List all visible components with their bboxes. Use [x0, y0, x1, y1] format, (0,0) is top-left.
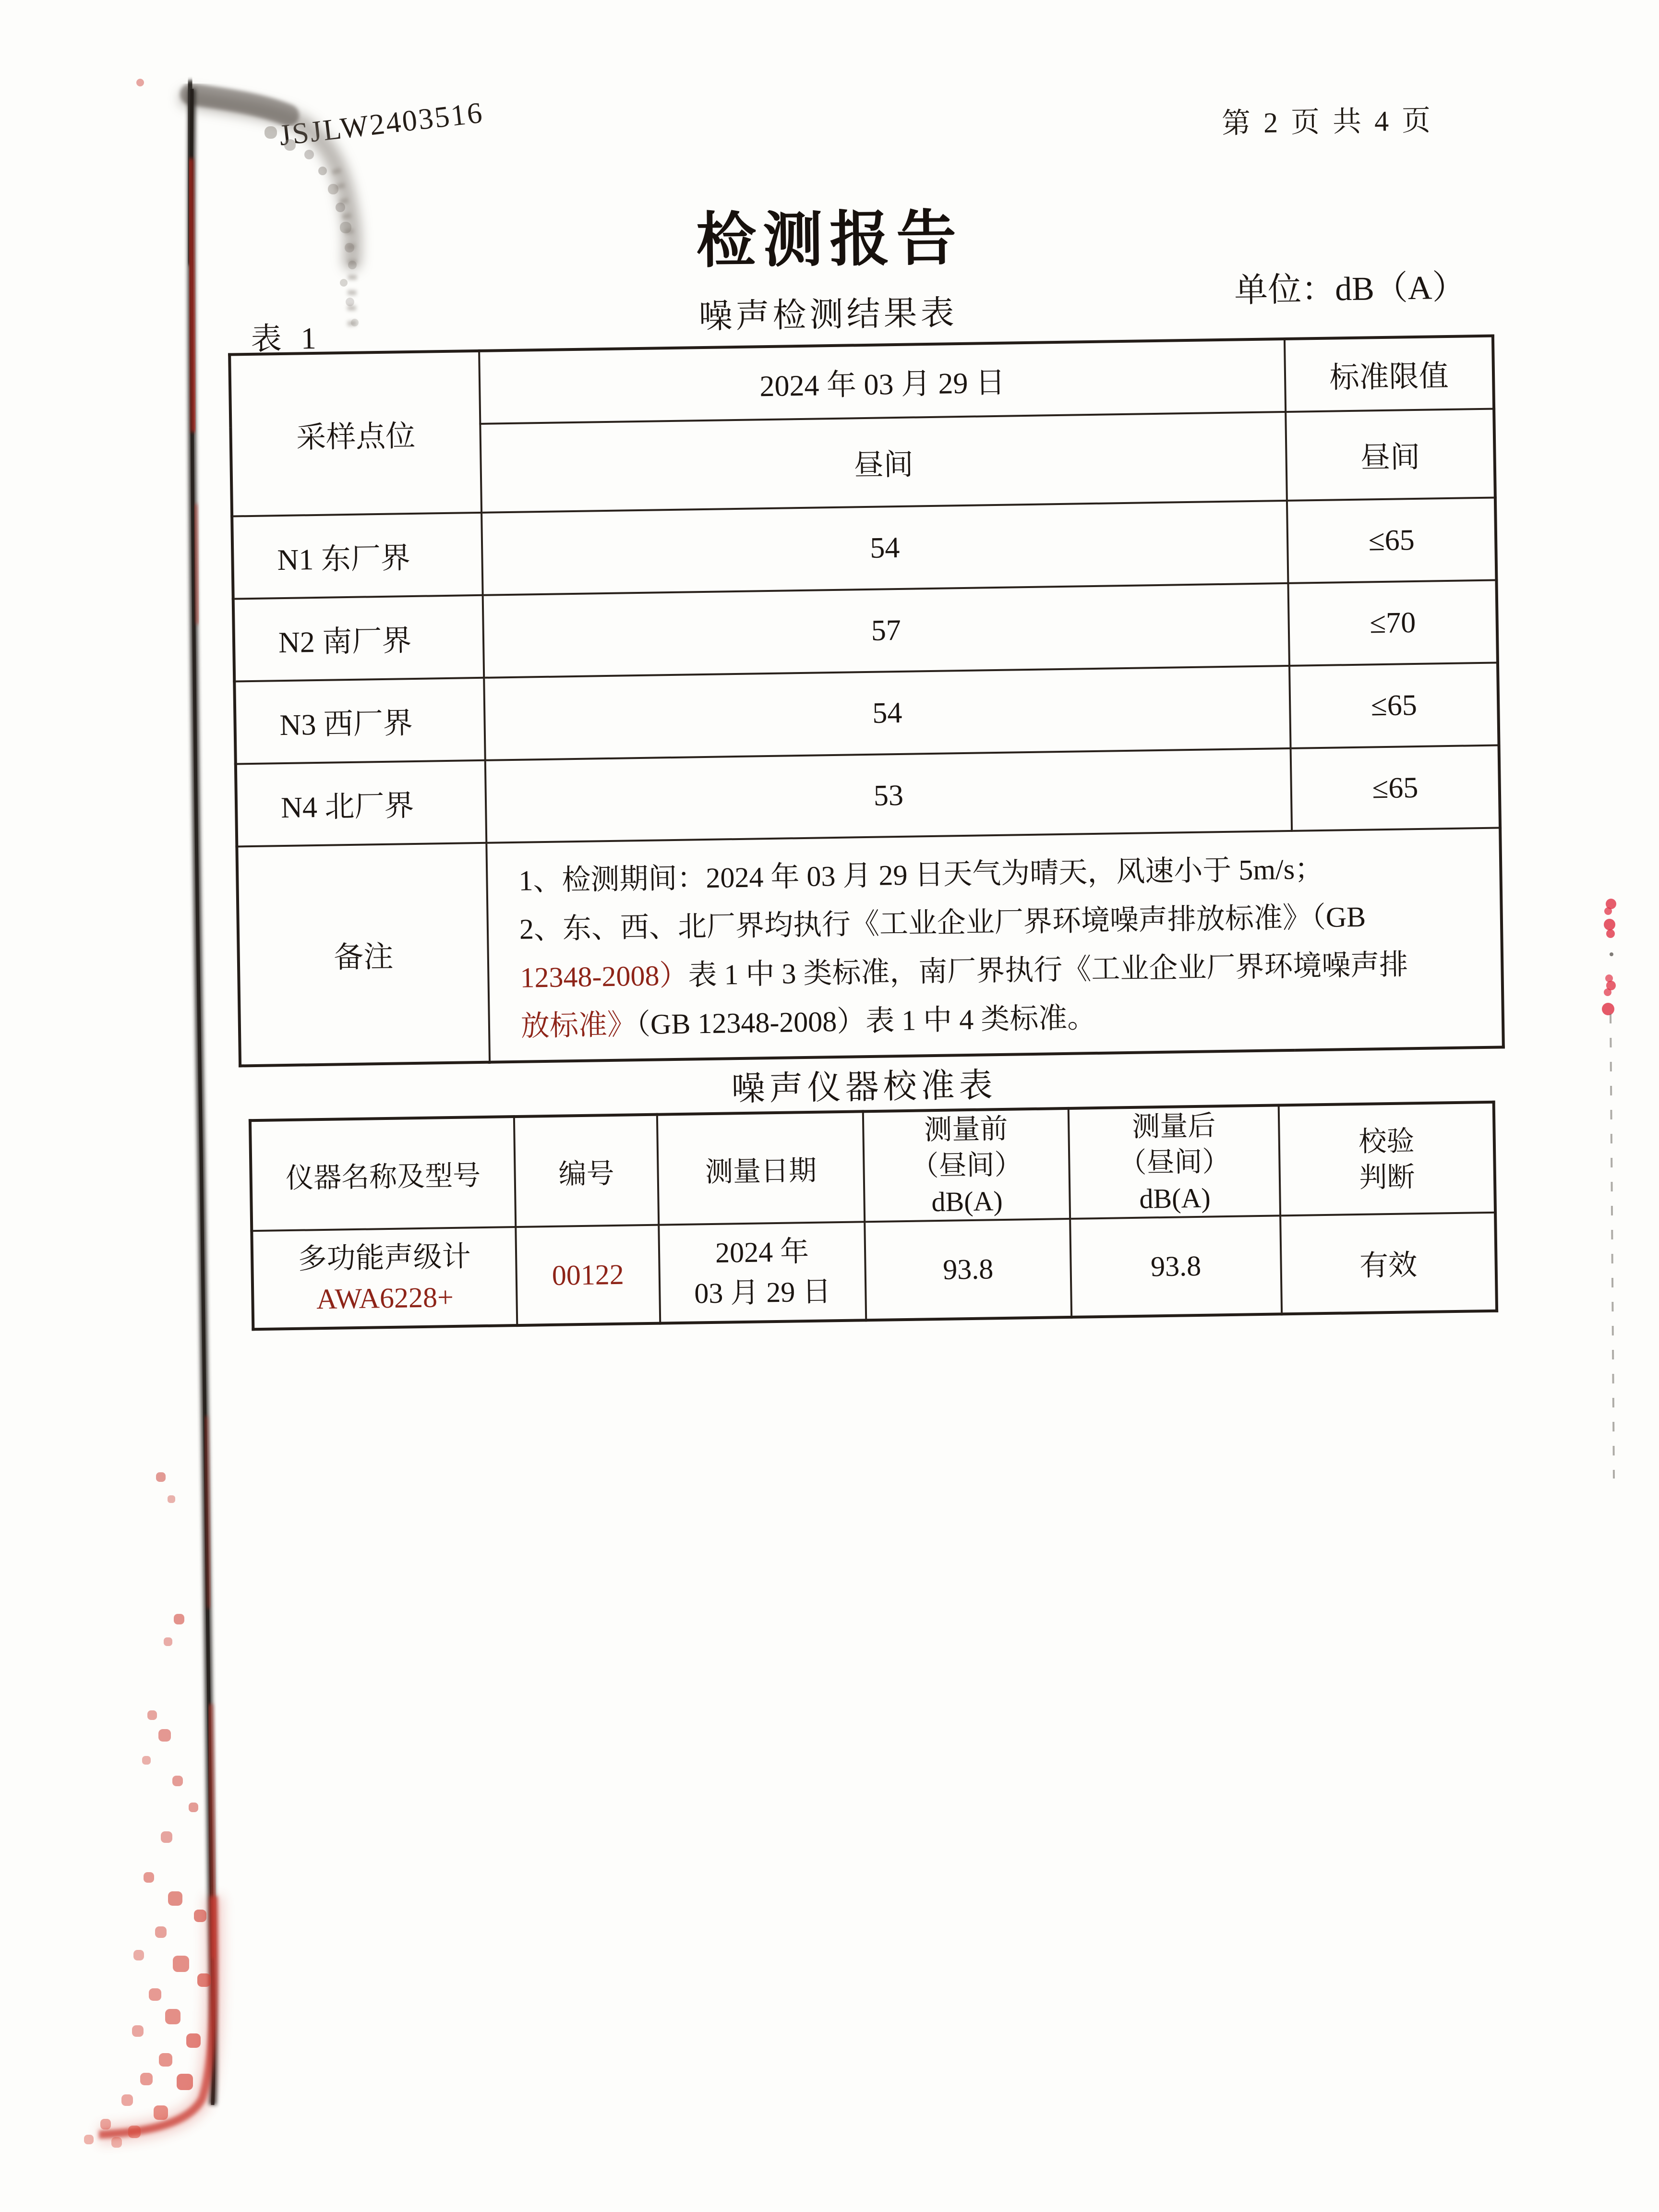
- report-ref-number: JSJLW2403516: [277, 96, 485, 152]
- t2-serial-cell: 00122: [516, 1225, 660, 1325]
- t2-after-cell: 93.8: [1070, 1215, 1282, 1317]
- remark-row: [237, 828, 1503, 1066]
- header-standard-limit: 标准限值: [1285, 336, 1494, 412]
- header-date: 2024 年 03 月 29 日: [479, 339, 1286, 424]
- calibration-table: [249, 1101, 1498, 1331]
- limit-value-cell: ≤65: [1289, 662, 1499, 748]
- sampling-point-cell: N2 南厂界: [233, 595, 484, 682]
- noise-value-cell: 57: [483, 583, 1289, 678]
- t2-instrument-cell: [252, 1227, 517, 1329]
- noise-value-cell: 54: [484, 666, 1290, 760]
- t2-header-instrument: 仪器名称及型号: [250, 1117, 516, 1231]
- instrument-name: 多功能声级计: [298, 1240, 471, 1275]
- t2-date-cell: 2024 年 03 月 29 日: [659, 1222, 866, 1323]
- remark-label: 备注: [237, 843, 490, 1066]
- table1-label: 表 1: [251, 321, 323, 356]
- calibration-header-row: [250, 1102, 1495, 1231]
- limit-value-cell: ≤70: [1288, 580, 1498, 666]
- t2-header-date: 测量日期: [657, 1111, 865, 1225]
- t2-header-serial: 编号: [514, 1115, 659, 1227]
- t2-header-before: 测量前 （昼间） dB(A): [863, 1108, 1070, 1222]
- page-indicator: 第 2 页 共 4 页: [1221, 104, 1434, 140]
- sampling-point-cell: N3 西厂界: [234, 678, 485, 764]
- table1-caption: 噪声检测结果表: [698, 295, 958, 336]
- sampling-point-cell: N4 北厂界: [236, 760, 486, 847]
- header-daytime: 昼间: [480, 412, 1287, 513]
- noise-value-cell: 54: [481, 501, 1288, 595]
- instrument-model: AWA6228+: [316, 1281, 454, 1315]
- noise-value-cell: 53: [485, 748, 1292, 843]
- gray-speckle-stains: [0, 0, 4, 4]
- t2-before-cell: 93.8: [865, 1219, 1071, 1320]
- remark-text: 1、检测期间：2024 年 03 月 29 日天气为晴天，风速小于 5m/s； 2、东、西、北厂界均执行《工业企业厂界环境噪声排放标准》（GB 12348-2008）表 1 中 3 类标准，南厂界执行《工业企业厂界环境噪声排 放标准》（GB 12348-2008）表 1 中 4 类标准。: [486, 828, 1503, 1062]
- red-speckle-stains: [0, 0, 5, 5]
- calibration-data-row: [252, 1213, 1497, 1329]
- header-sampling-point: 采样点位: [229, 351, 481, 517]
- t2-header-after: 测量后 （昼间） dB(A): [1069, 1105, 1280, 1218]
- unit-label: 单位：dB（A）: [1234, 269, 1466, 310]
- document-title: 检测报告: [696, 205, 963, 275]
- noise-results-table: [228, 335, 1505, 1068]
- t2-judgment-cell: 有效: [1280, 1213, 1497, 1314]
- limit-value-cell: ≤65: [1287, 498, 1497, 583]
- calibration-table-caption: 噪声仪器校准表: [731, 1067, 998, 1108]
- t2-header-judgment: 校验 判断: [1279, 1102, 1495, 1216]
- limit-value-cell: ≤65: [1291, 745, 1501, 830]
- header-limit-daytime: 昼间: [1286, 409, 1495, 501]
- sampling-point-cell: N1 东厂界: [232, 513, 482, 599]
